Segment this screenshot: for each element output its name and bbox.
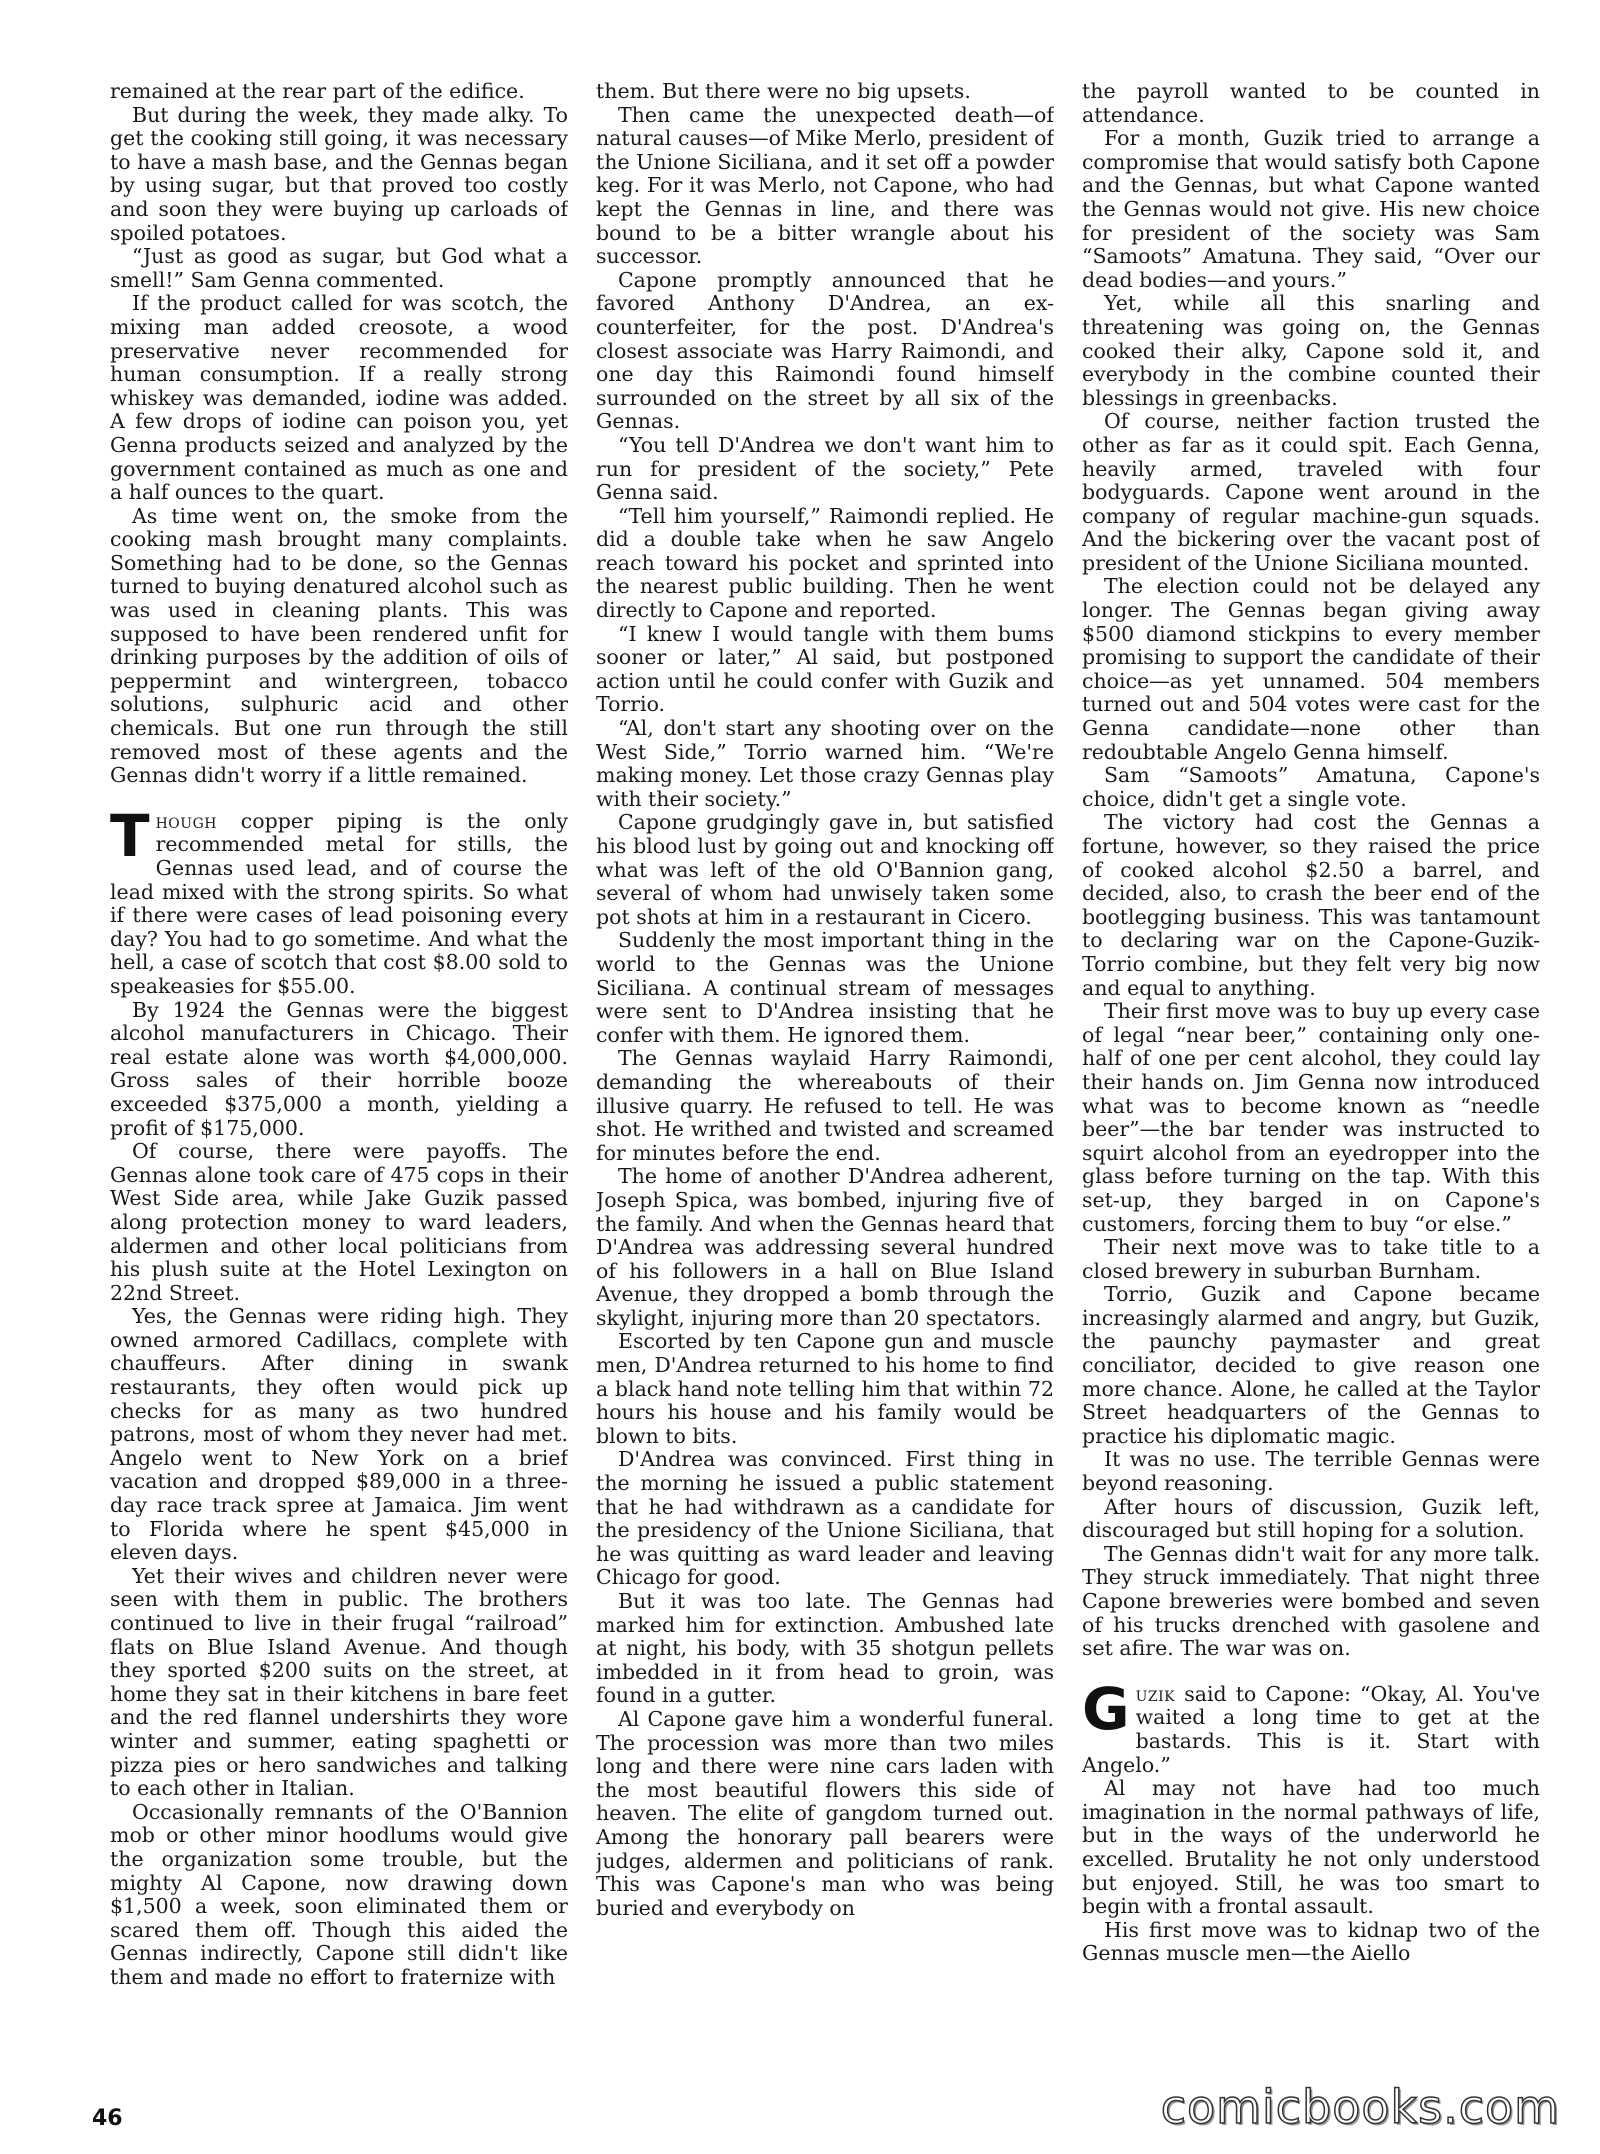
- paragraph: [596, 1590, 1054, 1708]
- paragraph-text: said to Capone: “Okay, Al. You've waited a long time to get at the bastards. This is it. Start with Angelo.”: [1082, 1681, 1540, 1777]
- paragraph-text: The victory had cost the Gennas a fortune, however, so they raised the price of cooked alcohol $2.50 a barrel, and decided, also, to crash the beer end of the bootlegging business. This was tantamount to declaring war on the Capone-Guzik-Torrio combine, but they felt very big now and equal to anything.: [1082, 810, 1540, 1000]
- paragraph-text: them. But there were no big upsets.: [596, 80, 971, 103]
- paragraph-text: “You tell D'Andrea we don't want him to run for president of the society,” Pete Genna said.: [596, 432, 1054, 505]
- paragraph: [1082, 764, 1540, 811]
- paragraph: [1082, 1283, 1540, 1448]
- paragraph: [1082, 1919, 1540, 1966]
- paragraph: [1082, 1543, 1540, 1661]
- paragraph-text: Their first move was to buy up every case of legal “near beer,” containing only one-half of one per cent alcohol, they could lay their hands on. Jim Genna now introduced what was to become known as “needle beer”—the bar tender was instructed to squirt alcohol from an eyedropper into the glass before turning on the tap. With this set-up, they barged in on Capone's customers, forcing them to buy “or else.”: [1082, 999, 1540, 1236]
- article-column-2: [596, 80, 1054, 2060]
- drop-cap: G: [1082, 1674, 1130, 1743]
- paragraph: [596, 104, 1054, 269]
- watermark-logo: comicbooks.com: [1160, 2080, 1560, 2134]
- paragraph: [110, 292, 568, 504]
- page-number: 46: [92, 2106, 123, 2131]
- paragraph-text: But it was too late. The Gennas had marked him for extinction. Ambushed late at night, his body, with 35 shotgun pellets imbedded in it from head to groin, was found in a gutter.: [596, 1589, 1054, 1708]
- paragraph-text: By 1924 the Gennas were the biggest alcohol manufacturers in Chicago. Their real estate alone was worth $4,000,000. Gross sales of their horrible booze exceeded $375,000 a month, yielding a profit of $175,000.: [110, 997, 568, 1140]
- section-paragraph: [1082, 1674, 1540, 1777]
- article-column-3: [1082, 80, 1540, 2060]
- paragraph: [596, 1448, 1054, 1590]
- paragraph: [596, 623, 1054, 717]
- paragraph: [110, 999, 568, 1141]
- paragraph: [1082, 80, 1540, 127]
- paragraph-text: Occasionally remnants of the O'Bannion mob or other minor hoodlums would give the organization some trouble, but the mighty Al Capone, now drawing down $1,500 a week, soon eliminated them or scared them off. Though this aided the Gennas indirectly, Capone still didn't like them and made no effort to fraternize with: [110, 1799, 568, 1989]
- paragraph-text: Of course, neither faction trusted the other as far as it could spit. Each Genna, heavily armed, traveled with four bodyguards. Capone went around in the company of regular machine-gun squads. And the bickering over the vacant post of president of the Unione Siciliana mounted.: [1082, 409, 1540, 575]
- paragraph: [596, 80, 1054, 104]
- paragraph-text: It was no use. The terrible Gennas were beyond reasoning.: [1082, 1447, 1540, 1496]
- paragraph-text: Of course, there were payoffs. The Gennas alone took care of 475 cops in their West Side area, while Jake Guzik passed along protection money to ward leaders, aldermen and other local politicians from his plush suite at the Hotel Lexington on 22nd Street.: [110, 1139, 568, 1305]
- paragraph-text: Escorted by ten Capone gun and muscle men, D'Andrea returned to his home to find a black hand note telling him that within 72 hours his house and his family would be blown to bits.: [596, 1329, 1054, 1448]
- paragraph: [1082, 1000, 1540, 1236]
- paragraph: [1082, 127, 1540, 292]
- paragraph: [110, 1140, 568, 1305]
- lead-in-word: hough: [155, 808, 217, 833]
- paragraph-text: Capone promptly announced that he favored Anthony D'Andrea, an ex-counterfeiter, for the post. D'Andrea's closest associate was Harry Raimondi, and one day this Raimondi found himself surrounded on the street by all six of the Gennas.: [596, 267, 1054, 434]
- paragraph-text: Capone grudgingly gave in, but satisfied his blood lust by going out and knocking off what was left of the old O'Bannion gang, several of whom had unwisely taken some pot shots at him in a restaurant in Cicero.: [596, 810, 1054, 929]
- paragraph-text: Then came the unexpected death—of natural causes—of Mike Merlo, president of the Unione Siciliana, and it set off a powder keg. For it was Merlo, not Capone, who had kept the Gennas in line, and there was bound to be a bitter wrangle about his successor.: [596, 102, 1054, 269]
- paragraph-text: Torrio, Guzik and Capone became increasingly alarmed and angry, but Guzik, the paunchy paymaster and great conciliator, decided to give reason one more chance. Alone, he called at the Taylor Street headquarters of the Gennas to practice his diplomatic magic.: [1082, 1282, 1540, 1448]
- paragraph-text: The home of another D'Andrea adherent, Joseph Spica, was bombed, injuring five of the family. And when the Gennas heard that D'Andrea was addressing several hundred of his followers in a hall on Blue Island Avenue, they dropped a bomb through the skylight, injuring more than 20 spectators.: [596, 1164, 1054, 1330]
- paragraph: [110, 1801, 568, 1990]
- paragraph: [1082, 292, 1540, 410]
- article-body: [110, 80, 1540, 2060]
- paragraph-text: Yes, the Gennas were riding high. They owned armored Cadillacs, complete with chauffeurs. After dining in swank restaurants, they often would pick up checks for as many as two hundred patrons, most of whom they never had met. Angelo went to New York on a brief vacation and dropped $89,000 in a three-day race track spree at Jamaica. Jim went to Florida where he spent $45,000 in eleven days.: [110, 1304, 568, 1565]
- paragraph-text: Al Capone gave him a wonderful funeral. The procession was more than two miles long and there were nine cars laden with the most beautiful flowers this side of heaven. The elite of gangdom turned out. Among the honorary pall bearers were judges, aldermen and politicians of rank. This was Capone's man who was being buried and everybody on: [596, 1706, 1054, 1920]
- paragraph-text: The Gennas waylaid Harry Raimondi, demanding the whereabouts of their illusive quarry. He refused to tell. He was shot. He writhed and twisted and screamed for minutes before the end.: [596, 1046, 1054, 1165]
- paragraph: [596, 1330, 1054, 1448]
- paragraph: [596, 434, 1054, 505]
- paragraph: [596, 1708, 1054, 1920]
- paragraph: [596, 1047, 1054, 1165]
- paragraph: [1082, 811, 1540, 1000]
- paragraph: [1082, 410, 1540, 575]
- paragraph-text: “I knew I would tangle with them bums sooner or later,” Al said, but postponed action until he could confer with Guzik and Torrio.: [596, 621, 1054, 717]
- paragraph-text: remained at the rear part of the edifice.: [110, 80, 525, 103]
- paragraph: [1082, 1777, 1540, 1919]
- paragraph: [596, 929, 1054, 1047]
- paragraph-text: If the product called for was scotch, the mixing man added creosote, a wood preservative never recommended for human consumption. If a really strong whiskey was demanded, iodine was added. A few drops of iodine can poison you, yet Genna products seized and analyzed by the government contained as much as one and a half ounces to the quart.: [110, 291, 568, 505]
- paragraph-text: His first move was to kidnap two of the Gennas muscle men—the Aiello: [1082, 1917, 1540, 1966]
- paragraph-text: The election could not be delayed any longer. The Gennas began giving away $500 diamond stickpins to every member promising to support the candidate of their choice—as yet unnamed. 504 members turned out and 504 votes were cast for the Genna candidate—none other than redoubtable Angelo Genna himself.: [1082, 574, 1540, 764]
- paragraph-text: “Al, don't start any shooting over on the West Side,” Torrio warned him. “We're making money. Let those crazy Gennas play with their society.”: [596, 716, 1054, 811]
- paragraph: [110, 1565, 568, 1801]
- paragraph-text: Sam “Samoots” Amatuna, Capone's choice, didn't get a single vote.: [1082, 763, 1540, 811]
- paragraph-text: Yet their wives and children never were seen with them in public. The brothers continued to live in their frugal “railroad” flats on Blue Island Avenue. And though they sported $200 suits on the street, at home they sat in their kitchens in bare feet and the red flannel undershirts they wore winter and summer, eating spaghetti or pizza pies or hero sandwiches and talking to each other in Italian.: [110, 1563, 568, 1801]
- paragraph: [1082, 1496, 1540, 1543]
- paragraph: [596, 811, 1054, 929]
- paragraph: [596, 1165, 1054, 1330]
- paragraph: [110, 80, 568, 104]
- article-column-1: [110, 80, 568, 2060]
- paragraph-text: copper piping is the only recommended metal for stills, the Gennas used lead, and of course the lead mixed with the strong spirits. So what if there were cases of lead poisoning every day? You had to go sometime. And what the hell, a case of scotch that cost $8.00 sold to speakeasies for $55.00.: [110, 808, 568, 998]
- paragraph-text: the payroll wanted to be counted in attendance.: [1082, 80, 1540, 127]
- paragraph: [1082, 1236, 1540, 1283]
- paragraph: [1082, 1448, 1540, 1495]
- section-paragraph: [110, 801, 568, 999]
- paragraph-text: As time went on, the smoke from the cooking mash brought many complaints. Something had to be done, so the Gennas turned to buying denatured alcohol such as was used in cleaning plants. This was supposed to have been rendered unfit for drinking purposes by the addition of oils of peppermint and wintergreen, tobacco solutions, sulphuric acid and other chemicals. But one run through the still removed most of these agents and the Gennas didn't worry if a little remained.: [110, 503, 568, 788]
- paragraph: [110, 1305, 568, 1565]
- drop-cap: T: [110, 801, 150, 870]
- paragraph: [110, 505, 568, 788]
- paragraph: [596, 717, 1054, 811]
- paragraph-text: After hours of discussion, Guzik left, discouraged but still hoping for a solution.: [1082, 1494, 1540, 1543]
- paragraph: [596, 505, 1054, 623]
- paragraph-text: “Tell him yourself,” Raimondi replied. He did a double take when he saw Angelo reach toward his pocket and sprinted into the nearest public building. Then he went directly to Capone and reported.: [596, 503, 1054, 623]
- paragraph-text: “Just as good as sugar, but God what a smell!” Sam Genna commented.: [110, 244, 568, 292]
- paragraph-text: Their next move was to take title to a closed brewery in suburban Burnham.: [1082, 1235, 1540, 1283]
- paragraph-text: Yet, while all this snarling and threatening was going on, the Gennas cooked their alky, Capone sold it, and everybody in the combine counted their blessings in greenbacks.: [1082, 291, 1540, 410]
- paragraph: [596, 269, 1054, 434]
- paragraph-text: D'Andrea was convinced. First thing in the morning he issued a public statement that he had withdrawn as a candidate for the presidency of the Unione Siciliana, that he was quitting as ward leader and leaving Chicago for good.: [596, 1447, 1054, 1590]
- paragraph: [110, 245, 568, 292]
- paragraph: [110, 104, 568, 246]
- lead-in-word: uzik: [1135, 1681, 1176, 1706]
- paragraph-text: Al may not have had too much imagination in the normal pathways of life, but in the ways of the underworld he excelled. Brutality he not only understood but enjoyed. Still, he was too smart to begin with a frontal assault.: [1082, 1776, 1540, 1919]
- paragraph: [1082, 575, 1540, 764]
- paragraph-text: The Gennas didn't wait for any more talk. They struck immediately. That night three Capone breweries were bombed and seven of his trucks drenched with gasolene and set afire. The war was on.: [1082, 1541, 1540, 1661]
- paragraph-text: But during the week, they made alky. To get the cooking still going, it was necessary to have a mash base, and the Gennas began by using sugar, but that proved too costly and soon they were buying up carloads of spoiled potatoes.: [110, 102, 568, 245]
- paragraph-text: For a month, Guzik tried to arrange a compromise that would satisfy both Capone and the Gennas, but what Capone wanted the Gennas would not give. His new choice for president of the society was Sam “Samoots” Amatuna. They said, “Over our dead bodies—and yours.”: [1082, 126, 1540, 292]
- paragraph-text: Suddenly the most important thing in the world to the Gennas was the Unione Siciliana. A continual stream of messages were sent to D'Andrea insisting that he confer with them. He ignored them.: [596, 928, 1054, 1047]
